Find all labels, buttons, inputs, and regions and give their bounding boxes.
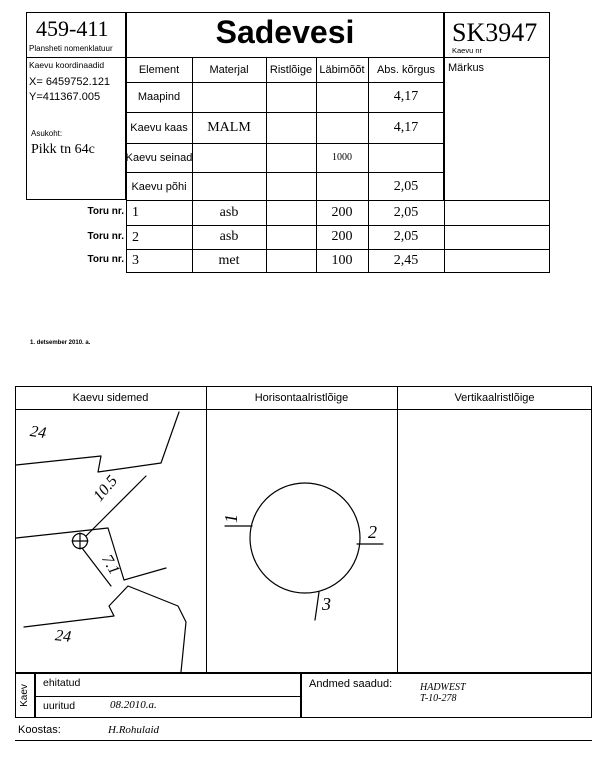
handwritten-7-1: 7.1 — [98, 551, 123, 578]
header-element: Element — [138, 63, 180, 76]
well-number-value: SK3947 — [452, 18, 538, 47]
data-source-value1: HADWEST — [420, 682, 466, 693]
pipe-1-label: 1 — [221, 514, 241, 523]
row-diameter: 1000 — [332, 152, 352, 163]
well-side-label: Kaev — [18, 684, 30, 707]
header-material: Materjal — [209, 63, 249, 76]
row-element: Maapind — [137, 91, 181, 103]
address-value: Pikk tn 64c — [31, 142, 95, 157]
compiled-value: H.Rohulaid — [108, 724, 160, 736]
pipe-label: Toru nr. — [87, 231, 124, 242]
connections-sketch — [16, 410, 206, 672]
handwritten-10-5: 10.5 — [90, 472, 122, 505]
pipe-material: asb — [219, 229, 239, 244]
header-abs-height: Abs. kõrgus — [376, 63, 436, 76]
well-cross-section — [250, 483, 360, 593]
pipe-number: 1 — [132, 205, 139, 220]
col-vertical-header: Vertikaalristlõige — [454, 391, 535, 404]
remarks-header: Märkus — [448, 62, 485, 74]
x-coordinate-text: X= 6459752.121 — [29, 76, 111, 88]
surveyed-label: uuritud — [43, 700, 76, 712]
pipe-material: met — [218, 253, 240, 268]
divider — [26, 57, 126, 58]
building-outline-mid — [16, 528, 166, 580]
row-element: Kaevu kaas — [130, 121, 188, 134]
data-source-label: Andmed saadud: — [309, 678, 393, 690]
y-coordinate-text: Y=411367.005 — [29, 91, 101, 103]
compiled-label: Koostas: — [18, 724, 61, 736]
nomenclature-value: 459-411 — [36, 16, 109, 41]
pipe-abs: 2,05 — [393, 204, 419, 220]
pipe-diameter: 200 — [331, 229, 353, 244]
y-coordinate — [29, 91, 100, 103]
pipe-abs: 2,05 — [393, 229, 419, 244]
nomenclature-label: Plansheti nomenklatuur — [29, 44, 113, 53]
pipe-3-label: 3 — [322, 594, 331, 614]
pipe-number: 2 — [132, 230, 139, 245]
header-section: Ristlõige — [269, 63, 313, 76]
row-element: Kaevu põhi — [131, 180, 187, 193]
pipe-label: Toru nr. — [87, 206, 124, 217]
compiled-underline — [15, 740, 592, 741]
pipe-3-line — [315, 592, 319, 620]
pipe-material: asb — [219, 204, 239, 220]
grid-line — [266, 200, 267, 273]
row-material: MALM — [207, 119, 251, 135]
pipe-number: 3 — [132, 253, 139, 268]
surveyed-value: 08.2010.a. — [110, 699, 157, 711]
header-diameter: Läbimõõt — [319, 63, 365, 76]
pipe-diameter: 200 — [331, 204, 353, 220]
row-abs: 2,05 — [393, 178, 419, 194]
pipe-diameter: 100 — [331, 253, 353, 268]
col-horizontal-header: Horisontaalristlõige — [254, 391, 349, 404]
coords-label: Kaevu koordinaadid — [29, 60, 105, 70]
handwritten-24-top: 24 — [28, 422, 48, 443]
built-label: ehitatud — [43, 677, 81, 689]
document-date: 1. detsember 2010. a. — [30, 340, 91, 346]
remarks-column — [444, 57, 550, 201]
pipe-abs: 2,45 — [393, 253, 419, 268]
grid-line — [35, 696, 301, 697]
col-connections-header: Kaevu sidemed — [72, 391, 149, 404]
row-abs: 4,17 — [393, 119, 419, 135]
x-coordinate — [29, 76, 110, 88]
row-abs: 4,17 — [393, 89, 419, 104]
data-source-value2: T-10-278 — [420, 693, 457, 704]
pipe-2-label: 2 — [368, 522, 377, 542]
page-title: Sadevesi — [215, 14, 355, 50]
address-label: Asukoht: — [31, 129, 63, 138]
well-number-label: Kaevu nr — [452, 46, 483, 55]
building-outline-bottom — [24, 586, 186, 672]
handwritten-24-bottom: 24 — [54, 627, 72, 646]
grid-line — [444, 200, 445, 273]
row-element: Kaevu seinad — [125, 151, 193, 164]
pipe-label: Toru nr. — [87, 254, 124, 265]
grid-line — [397, 386, 398, 673]
